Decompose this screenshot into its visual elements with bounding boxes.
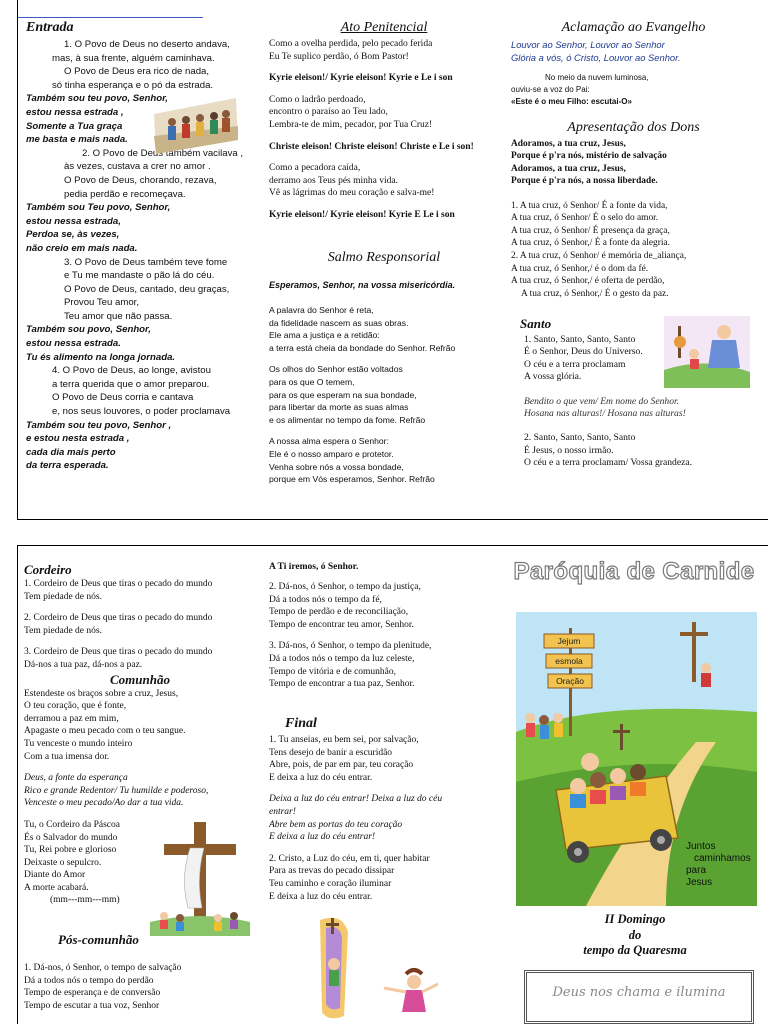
lyric-line: Teu caminho e coração iluminar	[269, 878, 392, 889]
lyric-line: Tu és alimento na longa jornada.	[26, 351, 176, 363]
salmo-refrain: Esperamos, Senhor, na vossa misericórdia.	[269, 280, 456, 290]
cover-illustration	[516, 612, 757, 906]
lyric-line: O Povo de Deus, chorando, rezava,	[64, 174, 217, 186]
lyric-line	[269, 354, 499, 363]
lyric-line: Tempo de escutar a tua voz, Senhor	[24, 1000, 160, 1011]
lyric-line: Rico e grande Redentor/ Tu humilde e poderoso,	[24, 785, 209, 796]
lyric-line	[269, 631, 499, 640]
bottom-left-border	[17, 545, 18, 1024]
lyric-line: Louvor ao Senhor, Louvor ao Senhor	[511, 39, 665, 50]
lyric-line: para os que esperam na sua bondade,	[269, 389, 417, 400]
lyric-line: O teu coração, que é fonte,	[24, 701, 127, 712]
lyric-line: 1. O Povo de Deus no deserto andava,	[64, 39, 230, 50]
lyric-line: para os que O temem,	[269, 376, 355, 387]
lyric-line: Tu, Rei pobre e glorioso	[24, 845, 117, 856]
caption-line: Juntos	[686, 841, 716, 852]
parish-name: Paróquia de Carnide	[513, 558, 755, 585]
lyric-line: Apagaste o meu pecado com o teu sangue.	[24, 726, 186, 737]
top-rule	[18, 17, 203, 18]
lyric-line: e, nos seus louvores, o poder proclamava	[52, 406, 231, 418]
lyric-line: Deixaste o sepulcro.	[24, 857, 102, 868]
lyric-line: 1. Santo, Santo, Santo, Santo	[524, 334, 636, 345]
lyric-line: Venha sobre nós a vossa bondade,	[269, 461, 404, 472]
ato-penitencial-title: Ato Penitencial	[340, 20, 428, 35]
santo-hosana	[520, 396, 760, 421]
top-left-border	[17, 0, 18, 520]
lyric-line: da fidelidade nascem as suas obras.	[269, 317, 409, 328]
lyric-line: Também sou teu povo, Senhor,	[26, 93, 168, 105]
lyric-line: O Povo de Deus corria e cantava	[52, 392, 194, 404]
lyric-line: Como a ovelha perdida, pelo pecado ferida	[269, 39, 433, 49]
lyric-line: Os olhos do Senhor estão voltados	[269, 364, 403, 375]
lyric-line: e Tu me mandaste o pão lá do céu.	[64, 270, 215, 282]
lyric-line: Abre bem as portas do teu coração	[269, 819, 403, 830]
lyric-line: 4. O Povo de Deus, ao longe, avistou	[52, 365, 211, 377]
dons-section	[511, 120, 756, 300]
lyric-line: 1. Tu anseias, eu bem sei, por salvação,	[269, 735, 419, 745]
lyric-line: Tem piedade de nós.	[24, 591, 102, 602]
lyric-line: só tinha esperança e o pó da estrada.	[52, 79, 214, 91]
pos-comunhao-title: Pós-comunhão	[58, 932, 139, 947]
lyric-line: Somente a Tua graça	[26, 120, 123, 132]
lyric-line: 2. O Povo de Deus também vacilava ,	[82, 147, 244, 159]
final-lyrics	[269, 734, 499, 903]
salmo-section	[269, 250, 499, 486]
aclamacao-section	[511, 20, 756, 108]
chorus-line: Porque é p'ra nós, mistério de salvação	[511, 151, 667, 162]
lyric-line: A tua cruz, ó Senhor/ É o selo do amor.	[511, 213, 659, 224]
lyric-line: Dá a todos nós o tempo da luz celeste,	[269, 653, 415, 664]
cover-date	[560, 912, 710, 959]
aclamacao-title: Aclamação ao Evangelho	[561, 20, 706, 35]
comunhao-title: Comunhão	[110, 671, 170, 687]
lyric-line: derramo aos Teus pés minha vida.	[269, 175, 398, 186]
lyric-line: Venceste o meu pecado/Ao dar a tua vida.	[24, 798, 184, 809]
lyric-line: Abre, pois, de par em par, teu coração	[269, 760, 414, 771]
verse-line: «Este é o meu Filho: escutai-O»	[511, 97, 632, 106]
lyric-line: Como o ladrão perdoado,	[269, 94, 366, 105]
lyric-line: 3. Cordeiro de Deus que tiras o pecado do mundo	[24, 647, 213, 658]
final-section	[269, 716, 499, 903]
ato-penitencial-lyrics	[269, 38, 499, 222]
lyric-line: para libertar da morte as suas almas	[269, 402, 409, 413]
cordeiro-title: Cordeiro	[24, 562, 72, 577]
lyric-line: Vê as lágrimas do meu coração e salva-me!	[269, 188, 435, 199]
lyric-line: Tu venceste o mundo inteiro	[24, 738, 133, 749]
lyric-line: derramou a paz em mim,	[24, 713, 119, 724]
lyric-line: Tempo de perdão e de reconciliação,	[269, 607, 409, 618]
verse-line: No meio da nuvem luminosa,	[545, 73, 649, 82]
lyric-line: 3. Dá-nos, ó Senhor, o tempo da plenitude,	[269, 641, 432, 652]
lyric-line	[24, 637, 264, 646]
lyric-line: Deixa a luz do céu entrar! Deixa a luz do céu	[269, 794, 443, 805]
lyric-line: A tua cruz, ó Senhor,/ É o gesto da paz.	[521, 288, 669, 299]
chorus-line: Adoramos, a tua cruz, Jesus,	[511, 139, 626, 149]
lyric-line: (mm---mm---mm)	[50, 895, 120, 906]
lyric-line: mas, à sua frente, alguém caminhava.	[52, 52, 215, 64]
pos-comunhao-verses	[269, 572, 499, 691]
people-walking-illustration	[150, 96, 240, 156]
lyric-line: Perdoa se, às vezes,	[26, 229, 120, 241]
lyric-line: Deus, a fonte da esperança	[24, 773, 128, 784]
final-title: Final	[285, 716, 317, 731]
lyric-line: Glória a vós, ó Cristo, Louvor ao Senhor.	[511, 52, 681, 63]
aclamacao-verse	[511, 72, 756, 108]
caption-line: caminhamos	[694, 853, 751, 864]
top-bottom-border	[17, 519, 768, 520]
lyric-line: Com a tua imensa dor.	[24, 751, 110, 762]
lyric-line: É Jesus, o nosso irmão.	[524, 444, 614, 456]
sign-label: esmola	[555, 656, 583, 666]
lyric-line: estou nessa estrada ,	[26, 106, 124, 118]
lyric-line: não creio em mais nada.	[26, 242, 138, 254]
dons-chorus	[511, 138, 756, 188]
lyric-line: A vossa glória.	[524, 371, 582, 383]
lyric-line	[24, 603, 264, 612]
lyric-line	[269, 63, 499, 72]
lyric-line: 2. Dá-nos, ó Senhor, o tempo da justiça,	[269, 582, 421, 592]
chorus-line: Porque é p'ra nós, a nossa liberdade.	[511, 176, 658, 187]
lyric-line: Diante do Amor	[24, 870, 86, 881]
lyric-line: O céu e a terra proclamam/ Vossa grandeza.	[524, 457, 692, 469]
motto-box	[524, 970, 754, 1024]
lyric-line: 2. Cristo, a Luz do céu, em ti, quer habitar	[269, 853, 430, 864]
lyric-line: Tempo de esperança e de conversão	[24, 988, 161, 999]
santo-title: Santo	[520, 316, 552, 331]
entrada-section	[26, 20, 261, 473]
lyric-line: Ele é o nosso amparo e protetor.	[269, 448, 394, 459]
hosana-line: Bendito o que vem/ Em nome do Senhor.	[524, 395, 680, 407]
lyric-line: e os alimentar no tempo da fome. Refrão	[269, 414, 426, 425]
lyric-line: Tem piedade de nós.	[24, 625, 102, 636]
lyric-line: 2. A tua cruz, ó Senhor/ é memória de_aliança,	[511, 251, 687, 261]
lyric-line: 1. A tua cruz, ó Senhor/ É a fonte da vida,	[511, 200, 668, 211]
cover-sunday: II Domingo	[604, 912, 666, 926]
lyric-line: e estou nesta estrada ,	[26, 433, 130, 445]
entrada-title: Entrada	[26, 20, 74, 35]
lyric-line: A palavra do Senhor é reta,	[269, 305, 374, 315]
lyric-line: a terra querida que o amor preparou.	[52, 378, 210, 390]
lyric-line: Como a pecadora caída,	[269, 163, 361, 174]
lyric-line: Dá a todos nós o tempo da fé,	[269, 594, 382, 605]
pos-comunhao-lyrics	[24, 962, 264, 1012]
lyric-line: da terra esperada.	[26, 460, 109, 472]
lyric-line: Provou Teu amor,	[64, 297, 140, 309]
salmo-title: Salmo Responsorial	[327, 250, 441, 265]
lyric-line: E deixa a luz do céu entrar.	[269, 891, 373, 902]
lyric-line: Christe eleison! Christe eleison! Christe e Le i son!	[269, 141, 474, 152]
lyric-line: Eu Te suplico perdão, ó Bom Pastor!	[269, 51, 409, 62]
lyric-line: Dá-nos a tua paz, dá-nos a paz.	[24, 659, 143, 670]
lyric-line: Dá a todos nós o tempo do perdão	[24, 975, 154, 986]
lyric-line: A tua cruz, ó Senhor,/ é oferta de perdão,	[511, 276, 665, 287]
pos-comunhao-refrain: A Ti iremos, ó Senhor.	[269, 562, 359, 572]
lyric-line: É o Senhor, Deus do Universo.	[524, 346, 643, 358]
motto-text: Deus nos chama e ilumina	[552, 985, 726, 1000]
lyric-line: A nossa alma espera o Senhor:	[269, 436, 389, 447]
lyric-line: Teu amor que não passa.	[64, 310, 173, 322]
lyric-line: Ele ama a justiça e a retidão:	[269, 330, 380, 341]
lyric-line: Lembra-te de mim, pecador, por Tua Cruz!	[269, 119, 433, 130]
lyric-line: às vezes, custava a crer no amor .	[64, 161, 211, 173]
caption-line: para	[686, 865, 707, 876]
lyric-line: A morte acabará.	[24, 882, 89, 893]
lyric-line: Tempo de vitória e de comunhão,	[269, 666, 397, 677]
lyric-line: cada dia mais perto	[26, 446, 116, 458]
salmo-verses	[269, 304, 499, 486]
lyric-line	[269, 844, 499, 853]
lyric-line: me basta e mais nada.	[26, 134, 128, 146]
lyric-line: Para as trevas do pecado dissipar	[269, 866, 395, 877]
aclamacao-response	[511, 38, 756, 64]
lyric-line	[269, 85, 499, 94]
lyric-line: Kyrie eleison!/ Kyrie eleison! Kyrie e Le i son	[269, 73, 453, 84]
lyric-line: Tu, o Cordeiro da Páscoa	[24, 819, 120, 830]
lyric-line: E deixa a luz do céu entrar.	[269, 772, 373, 783]
lyric-line: porque em Vós esperamos, Senhor. Refrão	[269, 474, 435, 485]
ato-penitencial-section	[269, 20, 499, 222]
lyric-line: 2. Cordeiro de Deus que tiras o pecado do mundo	[24, 613, 213, 624]
sign-label: Oração	[556, 676, 584, 686]
lyric-line	[269, 572, 499, 581]
cross-illustration	[150, 818, 250, 936]
lyric-line: entrar!	[269, 806, 296, 817]
verse-line: ouviu-se a voz do Pai:	[511, 85, 590, 94]
chorus-line: Adoramos, a tua cruz, Jesus,	[511, 163, 626, 174]
lyric-line: Tempo de encontrar a tua paz, Senhor.	[269, 679, 415, 690]
lyric-line	[269, 426, 499, 435]
lyric-line: 2. Santo, Santo, Santo, Santo	[524, 432, 636, 444]
lyric-line: pedia perdão e recomeçava.	[64, 188, 186, 200]
lyric-line	[269, 784, 499, 793]
parish-title	[511, 558, 757, 588]
lyric-line: O Povo de Deus, cantado, deu graças,	[64, 283, 230, 295]
pos-comunhao-continuation	[269, 562, 499, 691]
lyric-line: Também sou Teu povo, Senhor,	[26, 202, 171, 214]
children-light-illustration	[314, 912, 444, 1024]
lyric-line: 3. O Povo de Deus também teve fome	[64, 256, 228, 268]
lyric-line: estou nessa estrada,	[26, 215, 121, 227]
lyric-line	[269, 153, 499, 162]
lyric-line: Tens desejo de banir a escuridão	[269, 747, 393, 758]
lyric-line: Também sou povo, Senhor,	[26, 324, 151, 336]
lyric-line: A tua cruz, ó Senhor/ É presença da graça,	[511, 225, 670, 236]
pos-comunhao-section	[24, 932, 264, 1012]
lyric-line: Tempo de encontrar teu amor, Senhor.	[269, 619, 414, 630]
cordeiro-lyrics	[24, 578, 264, 672]
lyric-line: O Povo de Deus era rico de nada,	[64, 66, 210, 78]
lyric-line: 1. Cordeiro de Deus que tiras o pecado do mundo	[24, 579, 213, 589]
sign-label: Jejum	[557, 636, 581, 646]
santo-verse-2	[520, 432, 760, 469]
dons-verses	[511, 200, 756, 301]
cover-do: do	[628, 927, 642, 942]
lyric-line: O céu e a terra proclamam	[524, 358, 626, 370]
lyric-line: encontro o paraíso ao Teu lado,	[269, 107, 388, 118]
cover-tempo: tempo da Quaresma	[583, 943, 687, 957]
bottom-top-border	[17, 545, 768, 546]
lyric-line: estou nessa estrada.	[26, 338, 121, 350]
dons-title: Apresentação dos Dons	[567, 120, 700, 135]
caption-line: Jesus	[686, 877, 713, 888]
lyric-line: És o Salvador do mundo	[24, 832, 118, 843]
lyric-line: 1. Dá-nos, ó Senhor, o tempo de salvação	[24, 963, 182, 973]
lyric-line	[269, 200, 499, 209]
lyric-line: A tua cruz, ó Senhor,/ é o dom da fé.	[511, 263, 649, 274]
hosana-line: Hosana nas alturas!/ Hosana nas alturas!	[524, 408, 686, 420]
lyric-line: Também sou teu povo, Senhor ,	[26, 419, 172, 431]
lyric-line	[24, 763, 264, 772]
lyric-line: Estendeste os braços sobre a cruz, Jesus,	[24, 688, 179, 699]
lyric-line: A tua cruz, ó Senhor,/ É a fonte da alegria.	[511, 238, 670, 249]
lyric-line: Kyrie eleison!/ Kyrie eleison! Kyrie E Le i son	[269, 209, 455, 220]
lyric-line	[269, 132, 499, 141]
santo-illustration	[664, 316, 750, 388]
lyric-line: a terra está cheia da bondade do Senhor. Refrão	[269, 342, 456, 353]
lyric-line: E deixa a luz do céu entrar!	[269, 832, 376, 843]
